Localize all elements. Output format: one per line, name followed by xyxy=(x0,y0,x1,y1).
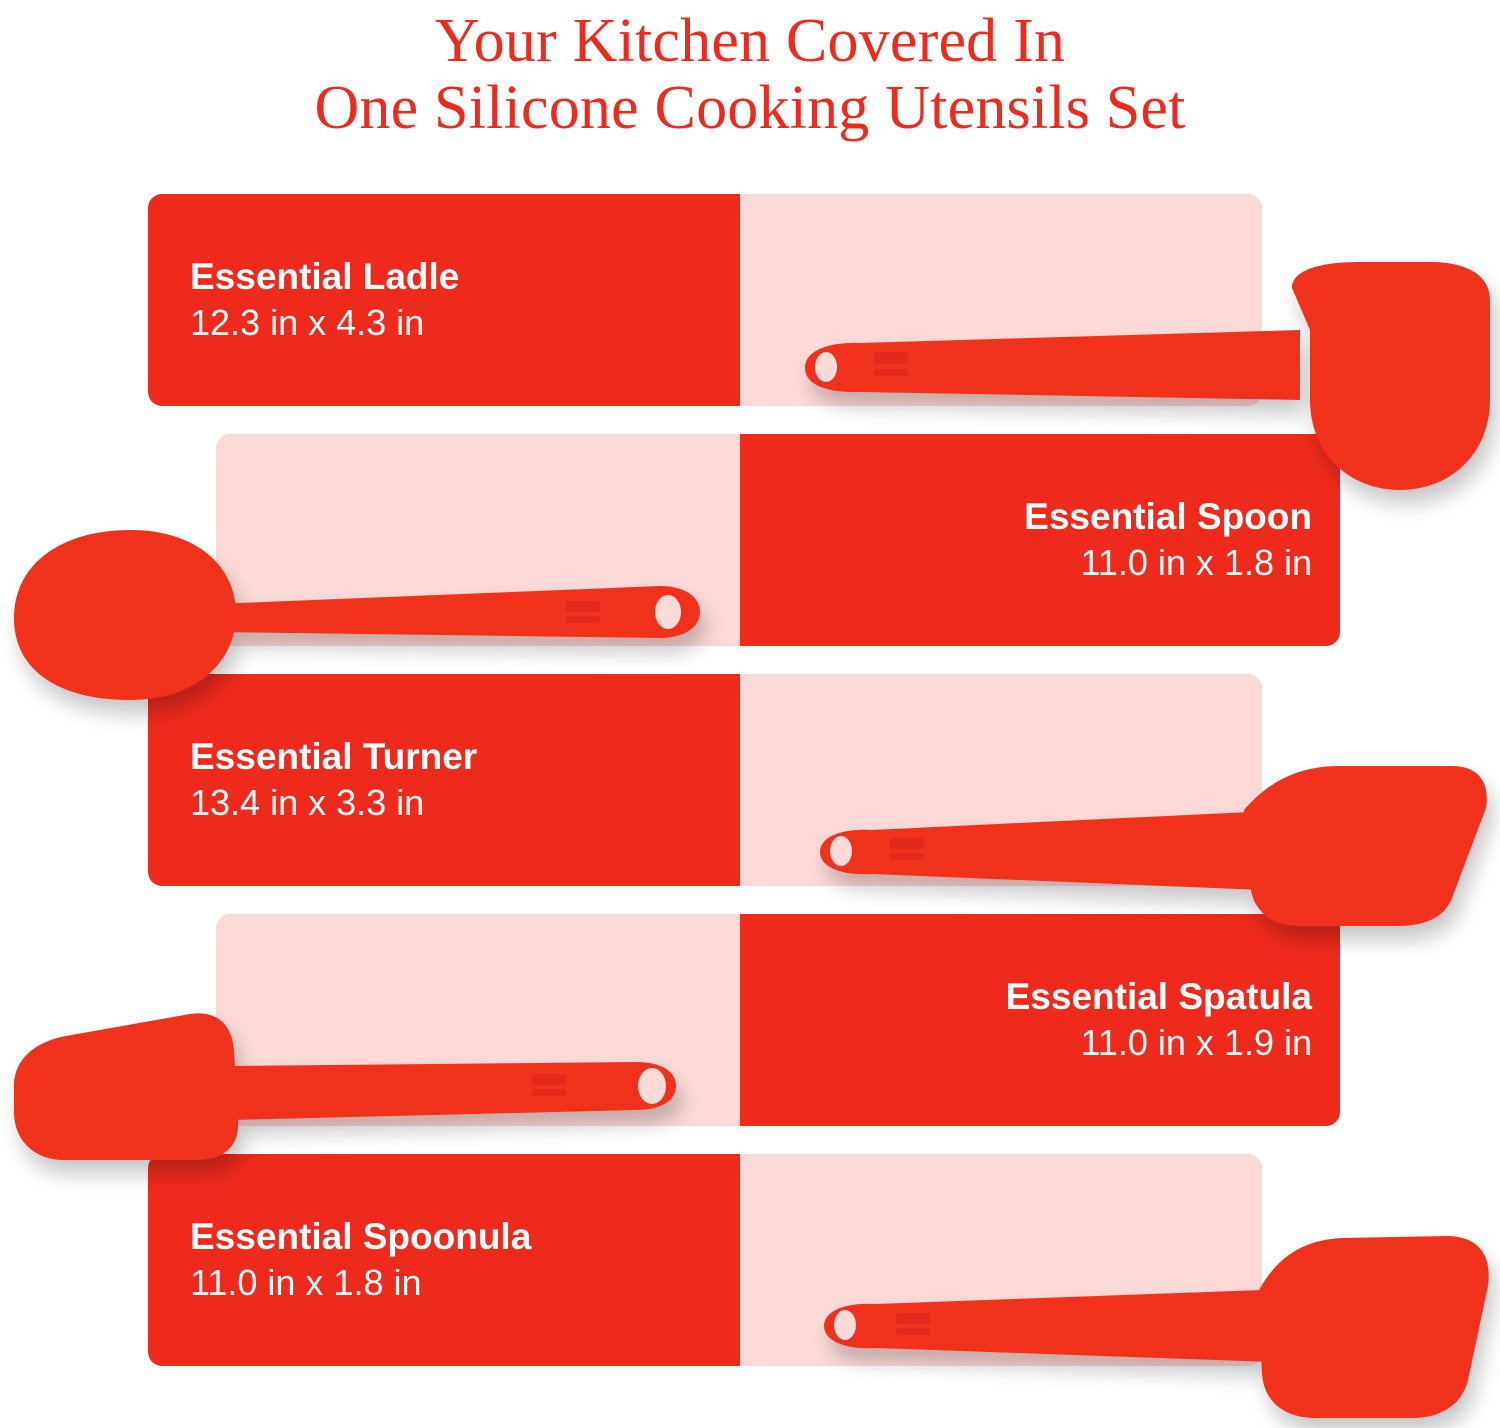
item-name: Essential Turner xyxy=(190,735,478,777)
turner-image-panel xyxy=(740,674,1262,886)
item-dimensions: 11.0 in x 1.8 in xyxy=(1080,542,1312,584)
list-item xyxy=(0,674,1500,886)
spoonula-image-panel xyxy=(740,1154,1262,1366)
title-line-2: One Silicone Cooking Utensils Set xyxy=(314,73,1186,142)
spoon-image-panel xyxy=(216,434,740,646)
ladle-label-panel xyxy=(148,194,740,406)
spatula-image-panel xyxy=(216,914,740,1126)
list-item xyxy=(0,914,1500,1126)
spatula-label-panel xyxy=(740,914,1340,1126)
spoon-label-panel xyxy=(740,434,1340,646)
item-name: Essential Spoon xyxy=(1024,495,1312,537)
item-dimensions: 11.0 in x 1.9 in xyxy=(1080,1022,1312,1064)
list-item xyxy=(0,1154,1500,1366)
item-dimensions: 11.0 in x 1.8 in xyxy=(190,1262,422,1304)
title-line-1: Your Kitchen Covered In xyxy=(434,7,1066,75)
page-title xyxy=(0,0,1500,142)
item-name: Essential Spoonula xyxy=(190,1215,532,1257)
list-item xyxy=(0,434,1500,646)
item-dimensions: 12.3 in x 4.3 in xyxy=(190,302,425,344)
turner-label-panel xyxy=(148,674,740,886)
spoonula-label-panel xyxy=(148,1154,740,1366)
item-name: Essential Ladle xyxy=(190,255,460,297)
ladle-image-panel xyxy=(740,194,1262,406)
item-name: Essential Spatula xyxy=(1005,975,1312,1017)
item-dimensions: 13.4 in x 3.3 in xyxy=(190,782,425,824)
utensil-list xyxy=(0,194,1500,1366)
list-item xyxy=(0,194,1500,406)
